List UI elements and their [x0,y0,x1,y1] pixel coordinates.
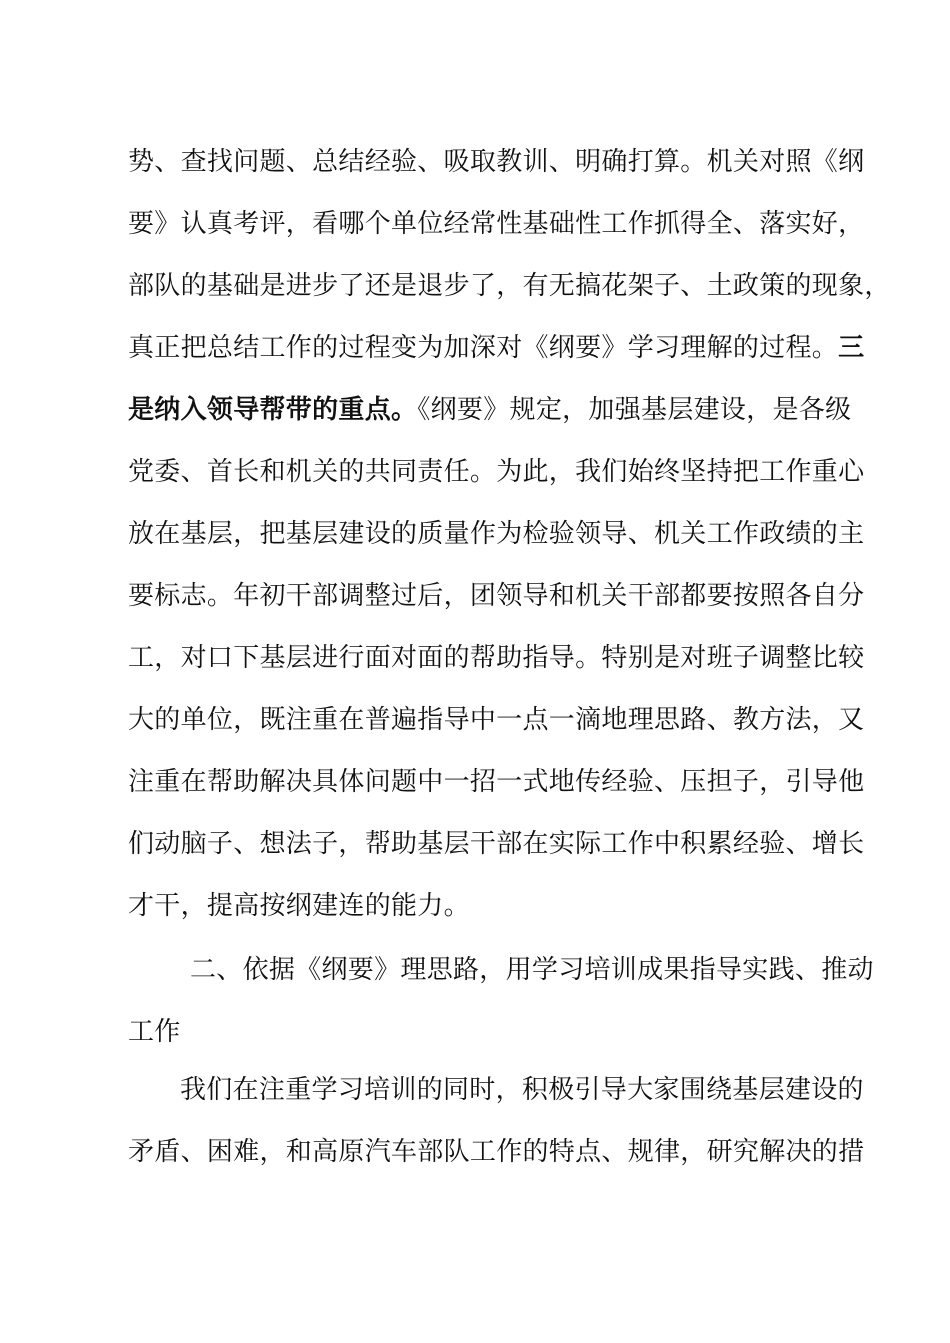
text-line: 矛盾、困难，和高原汽车部队工作的特点、规律，研究解决的措 [128,1137,865,1167]
text-line: 们动脑子、想法子，帮助基层干部在实际工作中积累经验、增长 [128,829,865,859]
bold-text-run: 三 [838,333,865,363]
text-line: 部队的基础是进步了还是退步了，有无搞花架子、土政策的现象， [128,271,891,301]
text-line [128,390,852,430]
text-line [128,328,865,368]
text-line: 要标志。年初干部调整过后，团领导和机关干部都要按照各自分 [128,581,865,611]
text-line: 我们在注重学习培训的同时，积极引导大家围绕基层建设的 [180,1075,864,1105]
text-line: 才干，提高按纲建连的能力。 [128,891,470,921]
text-line: 工，对口下基层进行面对面的帮助指导。特别是对班子调整比较 [128,643,865,673]
text-line: 大的单位，既注重在普遍指导中一点一滴地理思路、教方法，又 [128,705,865,735]
text-line: 注重在帮助解决具体问题中一招一式地传经验、压担子，引导他 [128,767,865,797]
text-line: 势、查找问题、总结经验、吸取教训、明确打算。机关对照《纲 [128,147,865,177]
section-heading: 工作 [128,1017,181,1047]
text-line: 放在基层，把基层建设的质量作为检验领导、机关工作政绩的主 [128,519,865,549]
text-line: 党委、首长和机关的共同责任。为此，我们始终坚持把工作重心 [128,457,865,487]
section-heading: 二、依据《纲要》理思路，用学习培训成果指导实践、推动 [190,955,874,985]
text-run: 真正把总结工作的过程变为加深对《纲要》学习理解的过程。 [128,333,839,363]
text-line: 要》认真考评，看哪个单位经常性基础性工作抓得全、落实好， [128,209,865,239]
text-run: 《纲要》规定，加强基层建设，是各级 [417,395,852,425]
bold-text-run: 是纳入领导帮带的重点。 [128,395,418,425]
